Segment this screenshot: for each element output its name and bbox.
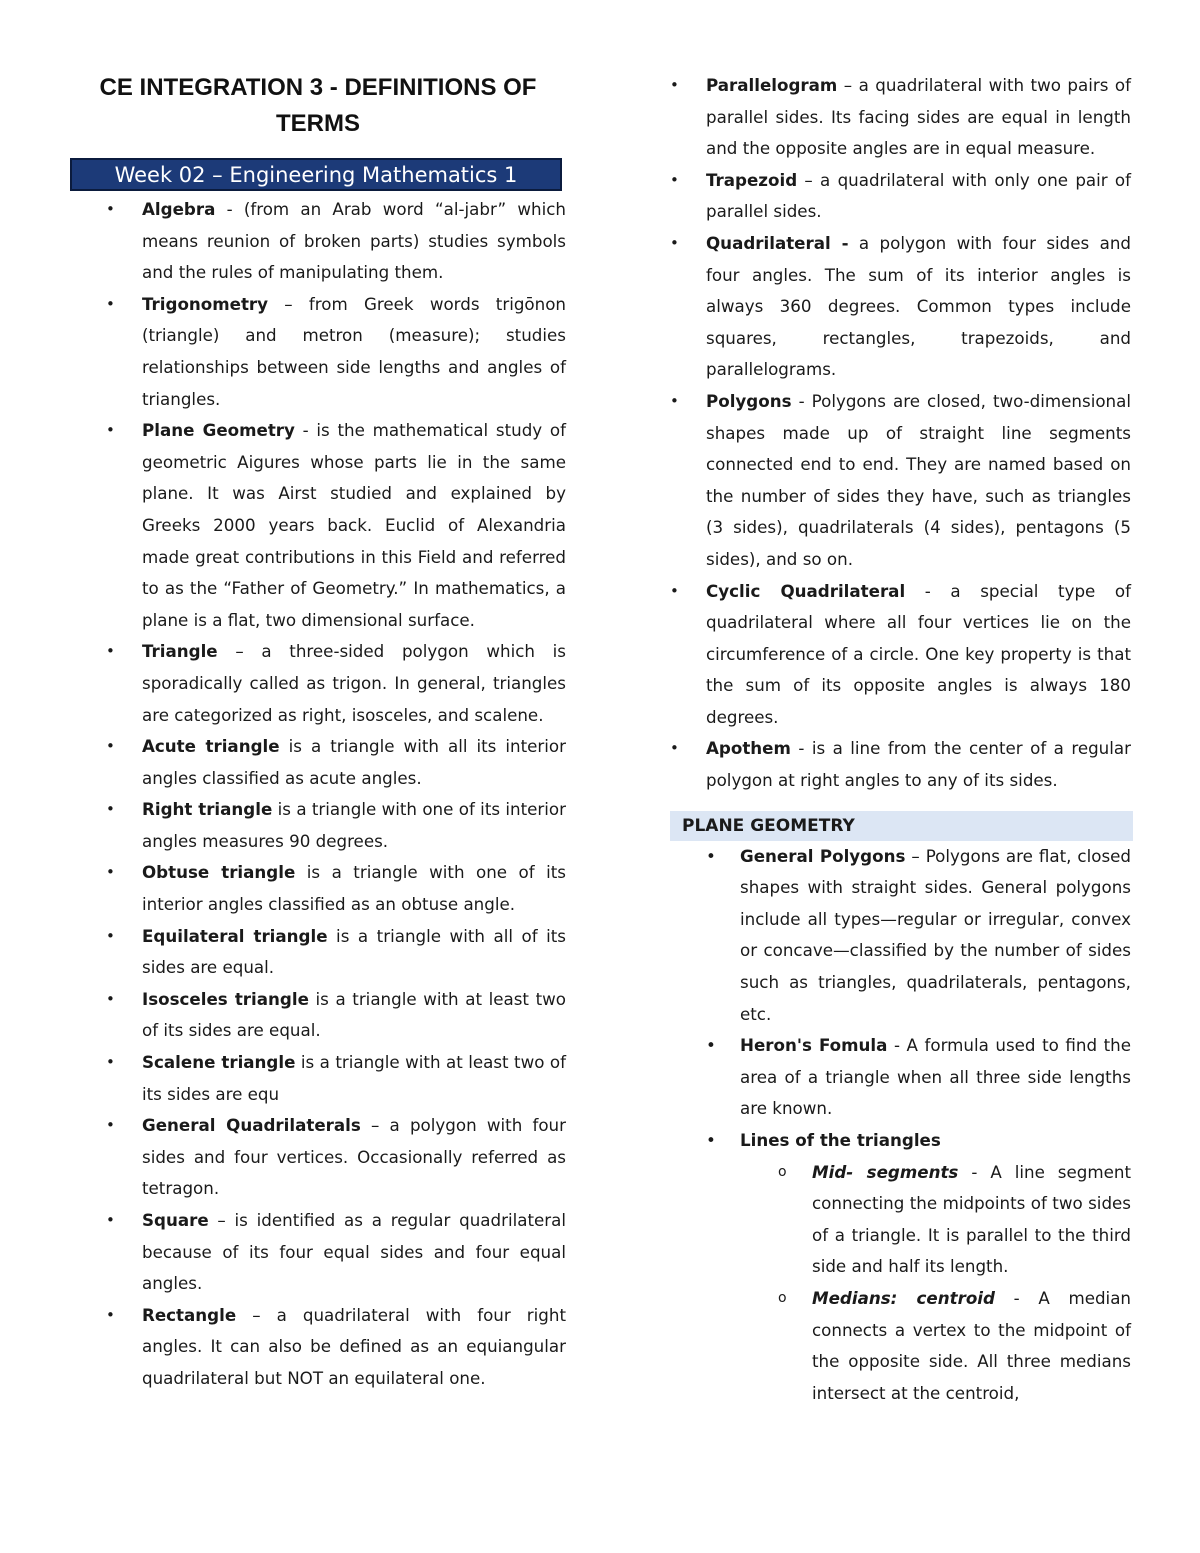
term-label: Heron's Fomula (740, 1035, 888, 1056)
term-definition: - A formula used to find the area of a triangle when all three side lengths are known. (740, 1035, 1131, 1119)
bullet-icon: • (670, 170, 679, 189)
definition-item (668, 386, 1131, 576)
definition-item (668, 70, 1131, 165)
bullet-icon: • (106, 800, 115, 819)
term-definition: is a triangle with one of its interior angles measures 90 degrees. (142, 799, 566, 851)
term-label: Medians: centroid (812, 1287, 995, 1308)
bullet-icon: • (106, 421, 115, 440)
definition-item (70, 194, 566, 289)
term-definition: - A line segment connecting the midpoints of two sides of a triangle. It is parallel to the third side and half its length. (812, 1161, 1132, 1277)
bullet-icon: • (106, 200, 115, 218)
right-column (668, 70, 1131, 1409)
bullet-icon: o (778, 1163, 787, 1180)
term-definition: - A median connects a vertex to the midpoint of the opposite side. All three medians intersect at the centroid, (812, 1287, 1131, 1403)
term-label: Plane Geometry (142, 420, 295, 441)
bullet-icon: • (706, 1130, 716, 1150)
definition-item (70, 1300, 566, 1395)
plane-geometry-item (668, 1030, 1131, 1125)
definition-item (70, 921, 566, 984)
document-title: CE INTEGRATION 3 - DEFINITIONS OF TERMS (99, 74, 537, 137)
term-definition: – a quadrilateral with two pairs of parallel sides. Its facing sides are equal in length and the opposite angles are in equal measure. (706, 75, 1131, 159)
definition-item (70, 1047, 566, 1110)
term-definition: is a triangle with all of its sides are equal. (142, 925, 567, 978)
term-label: Right triangle (142, 799, 273, 820)
lines-subitem (668, 1157, 1131, 1283)
term-definition: – a three-sided polygon which is sporadically called as trigon. In general, triangles are categorized as right, isosceles, and scalene. (142, 641, 566, 725)
term-definition: – is identified as a regular quadrilateral because of its four equal sides and four equal angles. (142, 1210, 566, 1294)
bullet-icon: • (106, 1211, 115, 1229)
bullet-icon: • (106, 642, 115, 661)
definition-item (70, 984, 566, 1047)
term-label: Acute triangle (142, 736, 280, 757)
bullet-icon: • (106, 737, 115, 756)
term-definition: - (from an Arab word “al-jabr” which means reunion of broken parts) studies symbols and the rules of manipulating them. (142, 199, 566, 283)
bullet-icon: • (106, 1305, 115, 1324)
definition-item (668, 733, 1131, 796)
bullet-icon: • (106, 989, 115, 1008)
week-header: Week 02 – Engineering Mathematics 1 (70, 158, 562, 191)
definition-item (70, 636, 566, 731)
term-label: Scalene triangle (142, 1052, 296, 1073)
term-label: Obtuse triangle (142, 862, 296, 883)
definition-item (668, 576, 1131, 734)
definition-item (70, 1205, 566, 1300)
bullet-icon: • (706, 1035, 716, 1056)
term-label: General Polygons (740, 845, 906, 866)
left-column (70, 194, 566, 1395)
term-definition: is a triangle with at least two of its sides are equ (142, 1052, 566, 1104)
bullet-icon: • (106, 863, 115, 882)
lines-of-triangles-sublist (668, 1157, 1131, 1410)
term-label: Trapezoid (706, 169, 798, 190)
term-label: Triangle (142, 641, 218, 662)
bullet-icon: • (106, 294, 115, 313)
bullet-icon: • (106, 1116, 115, 1135)
bullet-icon: • (670, 739, 679, 758)
term-definition: is a triangle with one of its interior angles classified as an obtuse angle. (142, 862, 566, 915)
plane-geometry-item (668, 841, 1131, 1031)
term-label: Quadrilateral - (706, 232, 849, 253)
lines-subitem (668, 1283, 1131, 1409)
term-definition: is a triangle with at least two of its sides are equal. (142, 988, 566, 1041)
definition-item (70, 731, 566, 794)
term-label: Mid- segments (812, 1161, 959, 1182)
plane-geometry-list (668, 841, 1131, 1157)
definition-item (668, 228, 1131, 386)
term-definition: is a triangle with all its interior angles classified as acute angles. (142, 736, 566, 788)
term-definition: – a quadrilateral with four right angles. It can also be defined as an equiangular quadrilateral but NOT an equilateral one. (142, 1304, 566, 1388)
bullet-icon: • (670, 233, 679, 252)
left-term-list (70, 194, 566, 1395)
term-label: Isosceles triangle (142, 988, 309, 1009)
bullet-icon: • (706, 845, 716, 866)
term-definition: a polygon with four sides and four angles. The sum of its interior angles is always 360 degrees. Common types include squares, rectangles, trapezoids, and parallelograms. (706, 232, 1131, 380)
term-definition: – a quadrilateral with only one pair of parallel sides. (706, 169, 1131, 222)
plane-geometry-item (668, 1125, 1131, 1157)
term-definition: – Polygons are flat, closed shapes with straight sides. General polygons include all types—regular or irregular, convex or concave—classified by the number of sides such as triangles, quadrilaterals, pentagons, etc. (740, 845, 1132, 1024)
definition-item (70, 794, 566, 857)
term-definition: - a special type of quadrilateral where all four vertices lie on the circumference of a circle. One key property is that the sum of its opposite angles is always 180 degrees. (706, 580, 1132, 727)
term-label: Equilateral triangle (142, 925, 328, 946)
bullet-icon: • (670, 581, 679, 600)
term-definition: – a polygon with four sides and four vertices. Occasionally referred as tetragon. (142, 1115, 566, 1199)
definition-item (70, 289, 566, 415)
definition-item (668, 165, 1131, 228)
term-definition: - is a line from the center of a regular polygon at right angles to any of its sides. (706, 738, 1131, 791)
term-label: Rectangle (142, 1304, 237, 1325)
term-label: Lines of the triangles (740, 1130, 941, 1150)
bullet-icon: o (778, 1289, 787, 1306)
definition-item (70, 1110, 566, 1205)
term-label: General Quadrilaterals (142, 1115, 361, 1136)
bullet-icon: • (670, 391, 679, 410)
section-heading-plane-geometry: PLANE GEOMETRY (670, 811, 1133, 841)
right-term-list (668, 70, 1131, 797)
term-label: Polygons (706, 390, 792, 411)
term-definition: - Polygons are closed, two-dimensional shapes made up of straight line segments connected end to end. They are named based on the number of sides they have, such as triangles (3 sides), quadrilaterals (4 sides), pentagons (5 sides), and so on. (706, 390, 1131, 569)
definition-item (70, 857, 566, 920)
term-label: Algebra (142, 199, 216, 219)
term-definition: – from Greek words trigōnon (triangle) and metron (measure); studies relationships between side lengths and angles of triangles. (142, 293, 566, 409)
term-label: Square (142, 1210, 209, 1230)
term-label: Cyclic Quadrilateral (706, 580, 906, 601)
bullet-icon: • (106, 1053, 115, 1072)
term-definition: - is the mathematical study of geometric Aigures whose parts lie in the same plane. It was Airst studied and explained by Greeks 2000 years back. Euclid of Alexandria made great contributions in this Field and referred to as the “Father of Geometry.” In mathematics, a plane is a flat, two dimensional surface. (142, 420, 566, 630)
term-label: Trigonometry (142, 293, 269, 314)
bullet-icon: • (670, 76, 679, 94)
term-label: Apothem (706, 738, 791, 759)
bullet-icon: • (106, 926, 115, 945)
definition-item (70, 415, 566, 636)
term-label: Parallelogram (706, 75, 838, 95)
